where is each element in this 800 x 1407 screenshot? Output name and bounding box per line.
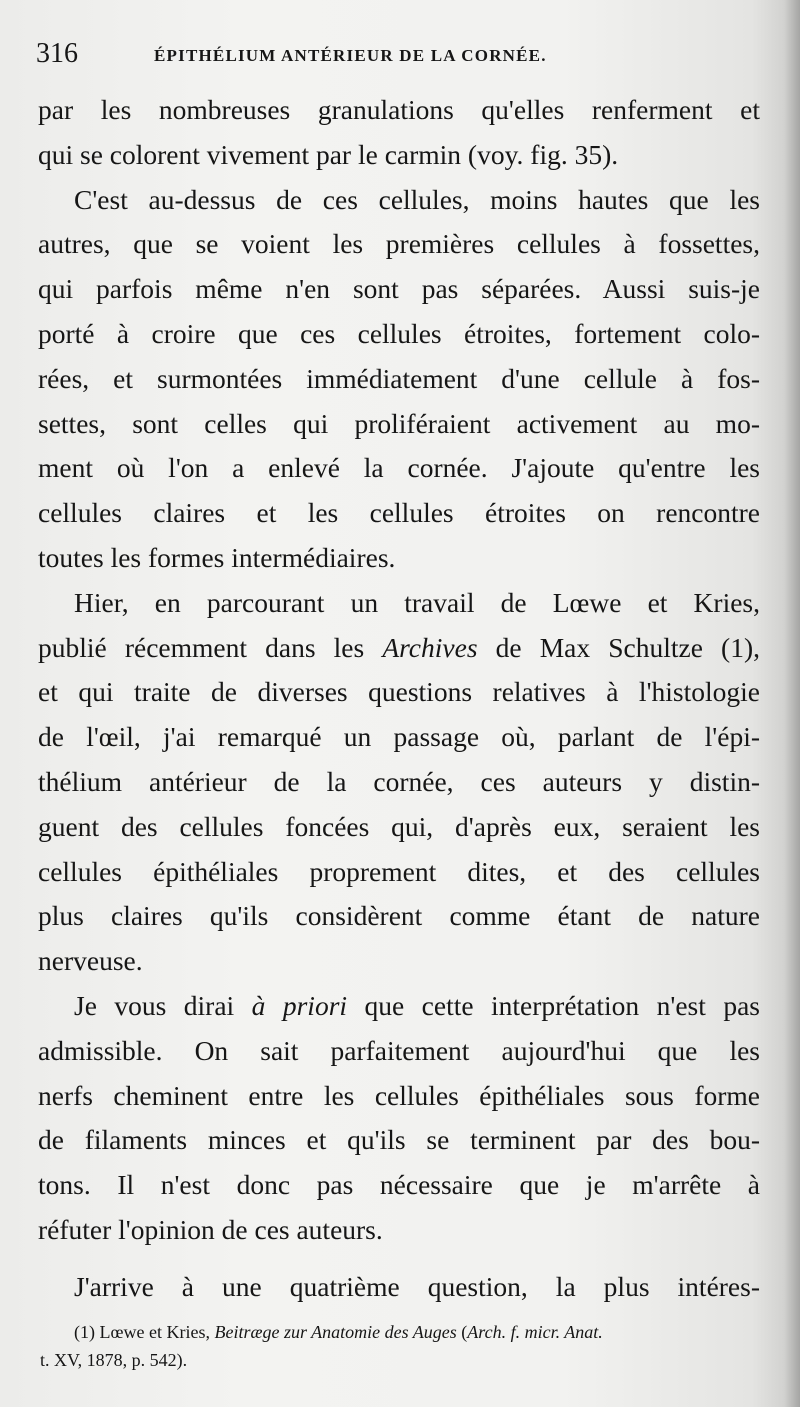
text-run: (1) Lœwe et Kries, xyxy=(74,1322,215,1342)
text-run: de Max Schultze (1), xyxy=(477,631,760,663)
footnote xyxy=(40,1318,770,1374)
text-line: admissible. On sait parfaitement aujourd'hui que les xyxy=(38,1034,760,1066)
text-run: ( xyxy=(456,1322,468,1342)
text-line: C'est au-dessus de ces cellules, moins hautes que les xyxy=(74,183,760,215)
paragraph-gap xyxy=(38,1253,760,1265)
paragraph-4 xyxy=(38,984,760,1253)
text-run: que cette interprétation n'est pas xyxy=(347,989,760,1021)
italic-journal-title: Archives xyxy=(382,631,478,663)
text-line: Hier, en parcourant un travail de Lœwe et Kries, xyxy=(74,586,760,618)
text-run: Je vous dirai xyxy=(74,989,252,1021)
footnote-line: t. XV, 1878, p. 542). xyxy=(40,1350,188,1370)
italic-journal-abbrev: Arch. f. micr. Anat. xyxy=(467,1322,603,1342)
text-line: rées, et surmontées immédiatement d'une cellule à fos- xyxy=(38,362,760,394)
text-run: publié récemment dans les xyxy=(38,631,383,663)
text-line: par les nombreuses granulations qu'elles renferment et xyxy=(38,94,760,125)
running-head: ÉPITHÉLIUM ANTÉRIEUR DE LA CORNÉE. xyxy=(154,46,547,65)
text-line: toutes les formes intermédiaires. xyxy=(38,541,396,573)
text-line: réfuter l'opinion de ces auteurs. xyxy=(38,1213,383,1245)
body-text xyxy=(38,88,760,1310)
text-line-with-italic xyxy=(38,626,760,671)
text-line: autres, que se voient les premières cellules à fossettes, xyxy=(38,228,760,260)
text-line: thélium antérieur de la cornée, ces auteurs y distin- xyxy=(38,765,760,797)
text-line: porté à croire que ces cellules étroites, fortement colo- xyxy=(38,317,760,349)
text-line: tons. Il n'est donc pas nécessaire que je m'arrête à xyxy=(38,1169,760,1201)
page-edge-shadow xyxy=(784,0,800,1407)
text-line: nerveuse. xyxy=(38,945,143,977)
paragraph-3 xyxy=(38,581,760,984)
text-line: J'arrive à une quatrième question, la plus intéres- xyxy=(74,1270,760,1302)
italic-phrase: à priori xyxy=(251,989,348,1021)
text-line: settes, sont celles qui proliféraient activement au mo- xyxy=(38,407,760,439)
page-number: 316 xyxy=(36,38,78,69)
text-line: nerfs cheminent entre les cellules épithéliales sous forme xyxy=(38,1079,760,1111)
page-header xyxy=(36,38,756,78)
text-line: de filaments minces et qu'ils se terminent par des bou- xyxy=(38,1124,760,1156)
text-line-with-italic xyxy=(38,984,760,1029)
footnote-line xyxy=(40,1318,770,1346)
text-line: guent des cellules foncées qui, d'après eux, seraient les xyxy=(38,810,760,842)
text-line: ment où l'on a enlevé la cornée. J'ajoute qu'entre les xyxy=(38,452,760,484)
paragraph-1 xyxy=(38,88,760,178)
text-line: plus claires qu'ils considèrent comme étant de nature xyxy=(38,900,760,932)
paragraph-5 xyxy=(38,1265,760,1310)
text-line: cellules claires et les cellules étroites on rencontre xyxy=(38,497,760,529)
text-line: qui se colorent vivement par le carmin (voy. fig. 35). xyxy=(38,138,619,170)
text-line: de l'œil, j'ai remarqué un passage où, parlant de l'épi- xyxy=(38,721,760,753)
paragraph-2 xyxy=(38,178,760,581)
text-line: qui parfois même n'en sont pas séparées. Aussi suis-je xyxy=(38,273,760,305)
text-line: et qui traite de diverses questions relatives à l'histologie xyxy=(38,676,760,708)
italic-book-title: Beitræge zur Anatomie des Auges xyxy=(214,1322,457,1342)
text-line: cellules épithéliales proprement dites, et des cellules xyxy=(38,855,760,887)
